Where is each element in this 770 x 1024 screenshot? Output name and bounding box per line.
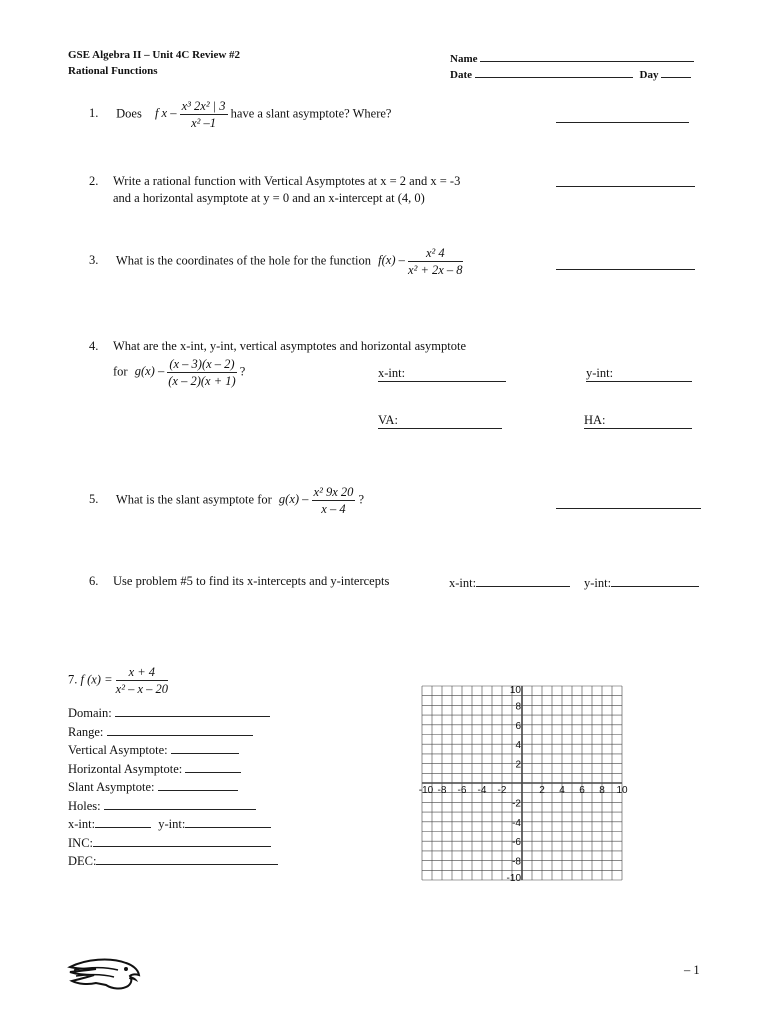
denominator: x – 4 (321, 502, 346, 516)
y-tick-label: -4 (512, 817, 521, 829)
question-line-1: Write a rational function with Vertical Asymptotes at x = 2 and x = -3 (113, 174, 461, 188)
question-number: 5. (89, 492, 99, 507)
denominator: x² + 2x – 8 (408, 263, 463, 277)
numerator: x + 4 (116, 664, 168, 681)
y-tick-label: -6 (512, 837, 521, 849)
y-tick-label: -10 (506, 873, 521, 882)
inc-label: INC: (68, 835, 93, 850)
worksheet-subtitle: Rational Functions (68, 65, 158, 77)
fraction (312, 484, 356, 517)
denominator: x² –1 (191, 116, 217, 130)
day-blank[interactable] (661, 65, 691, 78)
answer-blank-1[interactable] (556, 110, 689, 123)
vertical-asymptote-field[interactable] (68, 741, 278, 760)
question-number: 2. (89, 174, 99, 188)
x-tick-label: -8 (437, 785, 447, 796)
slant-asymptote-field[interactable] (68, 778, 278, 797)
y-tick-label: 2 (515, 759, 521, 771)
fraction (180, 98, 228, 131)
x-tick-label: -6 (457, 785, 467, 796)
y-int-label: y-int: (158, 817, 186, 831)
holes-field[interactable] (68, 797, 278, 816)
inc-field[interactable] (68, 834, 278, 853)
function-lhs: f(x) – (378, 253, 405, 268)
function-lhs: f (x) = (80, 672, 113, 687)
q6-x-int-field[interactable] (449, 574, 570, 591)
question-6 (89, 574, 389, 589)
y-tick-label: 6 (515, 720, 521, 732)
question-number: 3. (89, 253, 99, 268)
x-tick-label: 2 (539, 785, 545, 796)
name-blank[interactable] (480, 49, 694, 62)
va-field[interactable] (378, 413, 502, 429)
vertical-asymptote-blank[interactable] (171, 741, 239, 754)
horizontal-asymptote-field[interactable] (68, 760, 278, 779)
y-int-field[interactable] (586, 366, 692, 382)
y-int-blank[interactable] (185, 815, 271, 828)
question-number: 1. (89, 106, 99, 121)
horizontal-asymptote-blank[interactable] (185, 760, 241, 773)
question-7 (68, 664, 168, 697)
question-text: Use problem #5 to find its x-intercepts and y-intercepts (113, 574, 390, 588)
domain-field[interactable] (68, 704, 278, 723)
y-tick-label: -8 (512, 856, 521, 868)
question-line-1: What are the x-int, y-int, vertical asymptotes and horizontal asymptote (113, 339, 467, 353)
y-int-label: y-int: (586, 366, 692, 382)
dec-label: DEC: (68, 854, 97, 868)
for-label: for (113, 364, 128, 379)
question-4 (89, 339, 466, 354)
question-5 (89, 484, 364, 517)
question-number: 6. (89, 574, 99, 588)
slant-asymptote-blank[interactable] (158, 778, 238, 791)
y-tick-label: 8 (515, 701, 521, 713)
question-2 (89, 174, 460, 189)
date-blank[interactable] (475, 65, 633, 78)
question-text: What is the slant asymptote for (115, 492, 272, 507)
domain-label: Domain: (68, 706, 112, 720)
ha-label: HA: (584, 413, 692, 429)
fraction (408, 245, 463, 278)
x-tick-label: -2 (497, 785, 507, 796)
q7-answer-list (68, 704, 278, 871)
question-text: have a slant asymptote? Where? (230, 106, 392, 121)
question-4-function (113, 356, 245, 389)
numerator: x² 4 (408, 245, 463, 262)
page-number: – 1 (684, 963, 700, 977)
dec-blank[interactable] (96, 852, 278, 865)
numerator: x² 9x 20 (313, 485, 354, 499)
x-tick-label: 6 (579, 785, 585, 796)
holes-blank[interactable] (104, 797, 256, 810)
question-3 (89, 245, 463, 278)
question-number: 7. (68, 672, 78, 687)
day-label: Day (639, 69, 659, 81)
y-int-label: y-int: (584, 576, 612, 590)
x-int-field[interactable] (378, 366, 506, 382)
question-text: What is the coordinates of the hole for the function (115, 253, 372, 268)
q6-y-int-field[interactable] (584, 574, 699, 591)
answer-blank-3[interactable] (556, 257, 695, 270)
x-tick-label: 10 (616, 785, 628, 796)
x-tick-label: -10 (418, 785, 434, 796)
x-int-label: x-int: (378, 366, 506, 382)
question-2-line-2: and a horizontal asymptote at y = 0 and an x-intercept at (4, 0) (113, 191, 425, 205)
fraction (167, 356, 236, 389)
horizontal-asymptote-label: Horizontal Asymptote: (68, 761, 183, 776)
denominator: x² – x – 20 (115, 682, 168, 696)
name-field[interactable] (450, 49, 694, 65)
vertical-asymptote-label: Vertical Asymptote: (68, 743, 168, 757)
question-mark: ? (239, 364, 246, 379)
x-tick-label: 4 (559, 785, 565, 796)
range-label: Range: (68, 724, 104, 739)
question-mark: ? (358, 492, 365, 507)
domain-blank[interactable] (115, 704, 270, 717)
intercepts-field[interactable] (68, 815, 278, 834)
fraction (116, 664, 168, 697)
x-tick-label: 8 (599, 785, 605, 796)
date-label: Date (450, 69, 472, 81)
ha-field[interactable] (584, 413, 692, 429)
range-blank[interactable] (107, 723, 253, 736)
numerator: (x – 3)(x – 2) (169, 357, 235, 371)
question-number: 4. (89, 339, 99, 353)
date-field[interactable] (450, 65, 691, 81)
question-1 (89, 98, 391, 131)
worksheet-title: GSE Algebra II – Unit 4C Review #2 (68, 49, 241, 61)
x-tick-label: -4 (477, 785, 487, 796)
holes-label: Holes: (68, 798, 101, 813)
va-label: VA: (378, 413, 502, 429)
y-tick-label: 4 (515, 740, 521, 752)
name-label: Name (450, 53, 478, 65)
slant-asymptote-label: Slant Asymptote: (68, 780, 155, 794)
function-lhs: g(x) – (134, 364, 165, 379)
question-prefix: Does (116, 106, 142, 121)
x-int-label: x-int: (68, 817, 96, 831)
y-tick-label: 10 (509, 685, 521, 696)
answer-blank-2[interactable] (556, 174, 695, 187)
x-int-blank[interactable] (95, 815, 151, 828)
answer-blank-5[interactable] (556, 496, 701, 509)
numerator: x³ 2x² | 3 (181, 99, 226, 113)
function-lhs: g(x) – (278, 492, 309, 507)
eagle-logo-icon (66, 955, 142, 995)
x-int-blank[interactable] (476, 574, 570, 587)
denominator: (x – 2)(x + 1) (168, 374, 236, 388)
coordinate-grid[interactable] (418, 684, 628, 882)
x-int-label: x-int: (449, 576, 477, 590)
inc-blank[interactable] (93, 834, 271, 847)
y-tick-label: -2 (512, 798, 521, 810)
function-lhs: f x – (154, 106, 177, 121)
y-int-blank[interactable] (611, 574, 699, 587)
range-field[interactable] (68, 723, 278, 742)
dec-field[interactable] (68, 852, 278, 871)
